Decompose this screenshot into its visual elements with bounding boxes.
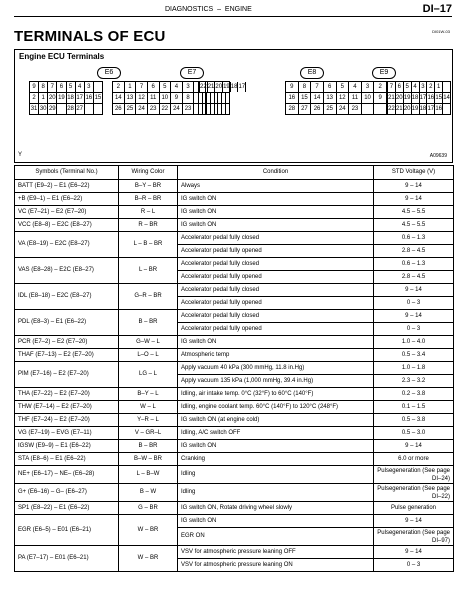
header-dash: – [217, 6, 222, 13]
condition-cell: Idling, engine coolant temp. 60°C (140°F) to 120°C (248°F) [178, 401, 374, 414]
pin-cell: 11 [148, 93, 160, 103]
pin-cell: 4 [76, 82, 85, 92]
voltage-cell: 2.3 – 3.2 [374, 375, 454, 388]
voltage-cell: Pulsegeneration (See page DI–22) [374, 484, 454, 502]
wiring-color-cell: G–R – BR [119, 284, 178, 310]
table-row [15, 206, 454, 219]
symbol-cell: VA (E8–19) – E2C (E8–27) [15, 232, 119, 258]
condition-cell: Accelerator pedal fully opened [178, 245, 374, 258]
wiring-color-cell: LG – L [119, 362, 178, 388]
pin-cell [443, 104, 450, 114]
condition-cell: Accelerator pedal fully opened [178, 297, 374, 310]
symbol-cell: STA (E8–6) – E1 (E6–22) [15, 453, 119, 466]
pin-cell: 26 [113, 104, 125, 114]
wiring-color-cell: L–O – L [119, 349, 178, 362]
table-row [15, 219, 454, 232]
connector-row [199, 82, 246, 92]
pin-cell: 17 [238, 84, 246, 90]
pin-cell: 25 [324, 104, 337, 114]
voltage-cell: 9 – 14 [374, 440, 454, 453]
voltage-cell: 9 – 14 [374, 310, 454, 323]
pin-cell: 30 [39, 106, 47, 112]
pin-cell: 17 [419, 95, 427, 101]
symbol-cell: VG (E7–19) – EVG (E7–11) [15, 427, 119, 440]
table-row [15, 427, 454, 440]
connector-row [113, 92, 205, 103]
voltage-cell: 0.6 – 1.3 [374, 232, 454, 245]
wiring-color-cell: W – BR [119, 546, 178, 572]
connector-row [30, 92, 102, 103]
symbol-cell: EGR (E6–5) – E01 (E6–21) [15, 515, 119, 546]
figure-code: A09639 [429, 153, 447, 159]
col-header-symbols: Symbols (Terminal No.) [15, 166, 119, 180]
header-subsection: ENGINE [224, 6, 252, 13]
table-row [15, 401, 454, 414]
condition-cell: IG switch ON [178, 515, 374, 528]
pin-cell: 21 [388, 95, 395, 101]
condition-cell: EGR ON [178, 528, 374, 546]
condition-cell: Always [178, 180, 374, 193]
connector-row [199, 103, 229, 114]
pin-cell: 26 [311, 104, 324, 114]
pin-cell: 19 [411, 106, 419, 112]
pin-cell: 3 [362, 82, 375, 92]
pin-cell: 20 [48, 95, 56, 101]
connector-block [112, 81, 206, 115]
connector-label-e7: E7 [180, 67, 204, 79]
pin-cell: 7 [136, 82, 148, 92]
wiring-color-cell: B – BR [119, 440, 178, 453]
pin-cell: 2 [378, 84, 382, 90]
voltage-cell: Pulse generation [374, 502, 454, 515]
condition-cell: Idling [178, 466, 374, 484]
wiring-color-cell: B–Y – BR [119, 180, 178, 193]
pin-cell: 20 [215, 84, 223, 90]
voltage-cell: 1.0 – 4.0 [374, 336, 454, 349]
table-row [15, 502, 454, 515]
table-row [15, 193, 454, 206]
pin-cell: 5 [67, 82, 76, 92]
pin-cell: 20 [403, 106, 411, 112]
pin-cell: 1 [125, 82, 137, 92]
pin-cell: 16 [85, 95, 93, 101]
pin-cell: 13 [324, 93, 337, 103]
voltage-cell: 1.0 – 1.8 [374, 362, 454, 375]
symbol-cell: THF (E7–24) – E2 (E7–20) [15, 414, 119, 427]
pin-cell: 17 [76, 95, 84, 101]
pin-cell: 13 [125, 93, 137, 103]
connector-label-e8: E8 [300, 67, 324, 79]
pin-cell [362, 104, 375, 114]
pin-cell [85, 104, 94, 114]
pin-cell: 24 [171, 104, 183, 114]
symbol-cell: VAS (E8–28) – E2C (E8–27) [15, 258, 119, 284]
symbol-cell: +B (E9–1) – E1 (E6–22) [15, 193, 119, 206]
pin-cell: 8 [183, 93, 195, 103]
pin-cell: 15 [94, 95, 102, 101]
pin-cell: 21 [207, 84, 215, 90]
pin-cell: 19 [403, 95, 411, 101]
table-row [15, 466, 454, 484]
wiring-color-cell: L – B–W [119, 466, 178, 484]
voltage-cell: 0.5 – 3.8 [374, 414, 454, 427]
condition-cell: VSV for atmospheric pressure leaning OFF [178, 546, 374, 559]
table-row [15, 546, 454, 559]
connector-row [113, 82, 205, 92]
pin-cell: 1 [435, 82, 443, 92]
pin-cell: 5 [337, 82, 350, 92]
voltage-cell: Pulsegeneration (See page DI–24) [374, 466, 454, 484]
pin-cell: 9 [286, 82, 299, 92]
pin-cell: 17 [427, 106, 435, 112]
pin-cell: 9 [171, 93, 183, 103]
pin-cell: 7 [48, 82, 57, 92]
table-row [15, 232, 454, 245]
symbol-cell: VC (E7–21) – E2 (E7–20) [15, 206, 119, 219]
pin-cell: 28 [286, 104, 299, 114]
wiring-color-cell: B–W – BR [119, 453, 178, 466]
table-row [15, 258, 454, 271]
wiring-color-cell: V – GR–L [119, 427, 178, 440]
voltage-cell: 0.5 – 3.4 [374, 349, 454, 362]
connector-row [113, 103, 205, 114]
pin-cell: 29 [48, 106, 56, 112]
voltage-cell: 0 – 3 [374, 323, 454, 336]
condition-cell: IG switch ON [178, 219, 374, 232]
voltage-cell: 0.6 – 1.3 [374, 258, 454, 271]
wiring-color-cell: Y–R – L [119, 414, 178, 427]
pin-cell: 11 [349, 93, 362, 103]
voltage-cell: 0.1 – 1.5 [374, 401, 454, 414]
connector-block [198, 81, 246, 115]
table-row [15, 284, 454, 297]
pin-cell: 22 [160, 104, 172, 114]
voltage-cell: 0 – 3 [374, 559, 454, 572]
pin-cell: 4 [349, 82, 362, 92]
pin-cell: 23 [148, 104, 160, 114]
col-header-std-voltage: STD Voltage (V) [374, 166, 454, 180]
voltage-cell: Pulsegeneration (See page DI–97) [374, 528, 454, 546]
symbol-cell: BATT (E9–2) – E1 (E6–22) [15, 180, 119, 193]
pin-cell: 31 [30, 106, 38, 112]
connector-row [286, 92, 386, 103]
pin-cell: 18 [419, 106, 427, 112]
pin-cell: 8 [299, 82, 312, 92]
condition-cell: Atmospheric temp [178, 349, 374, 362]
pin-cell [226, 104, 229, 114]
table-row [15, 515, 454, 528]
wiring-color-cell: R – BR [119, 219, 178, 232]
symbol-cell: THAF (E7–13) – E2 (E7–20) [15, 349, 119, 362]
pin-cell: 10 [362, 93, 375, 103]
condition-cell: IG switch ON [178, 336, 374, 349]
voltage-cell: 6.0 or more [374, 453, 454, 466]
pin-cell: 19 [223, 84, 230, 90]
pin-cell: 10 [160, 93, 172, 103]
condition-cell: VSV for atmospheric pressure leaning ON [178, 559, 374, 572]
symbol-cell: IGSW (E9–9) – E1 (E6–22) [15, 440, 119, 453]
pin-cell: 24 [136, 104, 148, 114]
pin-cell: 3 [420, 82, 428, 92]
connector-label-e6: E6 [97, 67, 121, 79]
table-row [15, 484, 454, 502]
table-row [15, 336, 454, 349]
wiring-color-cell: G–W – L [119, 336, 178, 349]
pin-cell: 5 [404, 82, 412, 92]
connector-row [388, 82, 450, 92]
pin-cell: 16 [286, 93, 299, 103]
pin-cell: 21 [395, 106, 403, 112]
voltage-cell: 4.5 – 5.5 [374, 219, 454, 232]
pin-cell: 14 [311, 93, 324, 103]
pin-cell: 2 [30, 93, 39, 103]
pin-cell: 27 [76, 106, 84, 112]
symbol-cell: VCC (E8–8) – E2C (E8–27) [15, 219, 119, 232]
header-code: DI01W-03 [432, 29, 450, 34]
connector-row [199, 92, 229, 103]
wiring-color-cell: B–R – BR [119, 193, 178, 206]
pin-cell: 14 [443, 95, 450, 101]
pin-cell: 23 [349, 104, 362, 114]
pin-cell: 5 [160, 82, 172, 92]
pin-cell: 3 [85, 82, 94, 92]
table-row [15, 414, 454, 427]
symbol-cell: G+ (E6–16) – G– (E6–27) [15, 484, 119, 502]
header-section-title: DIAGNOSTICS [165, 6, 214, 13]
pin-cell [374, 104, 386, 114]
page-number: DI–17 [422, 3, 452, 15]
condition-cell: IG switch ON [178, 440, 374, 453]
voltage-cell: 4.5 – 5.5 [374, 206, 454, 219]
condition-cell: Accelerator pedal fully closed [178, 310, 374, 323]
table-header-row [15, 166, 454, 180]
voltage-cell: 2.8 – 4.5 [374, 245, 454, 258]
voltage-cell: 2.8 – 4.5 [374, 271, 454, 284]
col-header-condition: Condition [178, 166, 374, 180]
symbol-cell: PDL (E8–3) – E1 (E6–22) [15, 310, 119, 336]
pin-cell: 12 [136, 93, 148, 103]
pin-cell: 14 [113, 93, 125, 103]
pin-cell: 15 [435, 95, 443, 101]
condition-cell: Accelerator pedal fully closed [178, 232, 374, 245]
connector-figure [14, 49, 453, 163]
pin-cell: 3 [183, 82, 195, 92]
wiring-color-cell: W – BR [119, 515, 178, 546]
condition-cell: IG switch ON [178, 193, 374, 206]
condition-cell: Accelerator pedal fully closed [178, 284, 374, 297]
pin-cell: 4 [412, 82, 420, 92]
pin-cell: 6 [396, 82, 404, 92]
wiring-color-cell: W – L [119, 401, 178, 414]
voltage-cell: 9 – 14 [374, 546, 454, 559]
condition-cell: Accelerator pedal fully closed [178, 258, 374, 271]
connector-row [286, 82, 386, 92]
connector-row [388, 103, 450, 114]
voltage-cell: 0 – 3 [374, 297, 454, 310]
connector-row [388, 92, 450, 103]
symbol-cell: THA (E7–22) – E2 (E7–20) [15, 388, 119, 401]
condition-cell: IG switch ON [178, 206, 374, 219]
pin-cell: 18 [67, 95, 74, 101]
wiring-color-cell: B – BR [119, 310, 178, 336]
symbol-cell: IDL (E8–18) – E2C (E8–27) [15, 284, 119, 310]
voltage-cell: 0.5 – 3.0 [374, 427, 454, 440]
pin-cell: 1 [39, 93, 48, 103]
pin-cell: 4 [171, 82, 183, 92]
pin-cell: 28 [67, 106, 74, 112]
condition-cell: Apply vacuum 135 kPa (1,000 mmHg, 39.4 in.Hg) [178, 375, 374, 388]
header-section [165, 6, 252, 13]
pin-cell: 7 [311, 82, 324, 92]
wiring-color-cell: L – B – BR [119, 232, 178, 258]
condition-cell: Idling, A/C switch OFF [178, 427, 374, 440]
wiring-color-cell: G – BR [119, 502, 178, 515]
pin-cell: 7 [388, 82, 396, 92]
connector-row [286, 103, 386, 114]
pin-cell: 12 [337, 93, 350, 103]
corner-letter: Y [18, 152, 23, 158]
pin-cell: 9 [378, 95, 382, 101]
table-row [15, 180, 454, 193]
pin-cell [94, 104, 102, 114]
pin-cell: 8 [39, 82, 48, 92]
connector-block [285, 81, 387, 115]
pin-cell: 24 [337, 104, 350, 114]
page-title: TERMINALS OF ECU [14, 28, 166, 45]
wiring-color-cell: B–Y – L [119, 388, 178, 401]
wiring-color-cell: L – BR [119, 258, 178, 284]
table-row [15, 440, 454, 453]
voltage-cell: 9 – 14 [374, 193, 454, 206]
voltage-cell: 0.2 – 3.8 [374, 388, 454, 401]
symbol-cell: PIM (E7–16) – E2 (E7–20) [15, 362, 119, 388]
pin-cell: 20 [395, 95, 403, 101]
pin-cell: 2 [427, 82, 435, 92]
condition-cell: Cranking [178, 453, 374, 466]
connector-caption: Engine ECU Terminals [19, 52, 105, 61]
pin-cell: 16 [427, 95, 435, 101]
table-row [15, 388, 454, 401]
pin-cell: 18 [230, 84, 238, 90]
pin-cell: 6 [57, 82, 66, 92]
voltage-cell: 9 – 14 [374, 284, 454, 297]
table-row [15, 310, 454, 323]
condition-cell: Apply vacuum 40 kPa (300 mmHg, 11.8 in.Hg) [178, 362, 374, 375]
pin-cell: 22 [388, 106, 395, 112]
connector-label-e9: E9 [372, 67, 396, 79]
wiring-color-cell: B – W [119, 484, 178, 502]
table-row [15, 453, 454, 466]
pin-cell [94, 82, 102, 92]
pin-cell [443, 82, 450, 92]
pin-cell: 6 [148, 82, 160, 92]
pin-cell: 23 [183, 104, 195, 114]
condition-cell: IG switch ON, Rotate driving wheel slowly [178, 502, 374, 515]
header-rule [14, 16, 452, 17]
connector-block [387, 81, 451, 115]
connector-row [30, 82, 102, 92]
pin-cell: 16 [435, 106, 443, 112]
col-header-wiring-color: Wiring Color [119, 166, 178, 180]
pin-cell: 15 [299, 93, 312, 103]
symbol-cell: THW (E7–14) – E2 (E7–20) [15, 401, 119, 414]
voltage-cell: 9 – 14 [374, 515, 454, 528]
condition-cell: Idling [178, 484, 374, 502]
symbol-cell: PA (E7–17) – E01 (E6–21) [15, 546, 119, 572]
pin-cell: 27 [299, 104, 312, 114]
condition-cell: Accelerator pedal fully opened [178, 271, 374, 284]
symbol-cell: NE+ (E6–17) – NE– (E6–28) [15, 466, 119, 484]
wiring-color-cell: R – L [119, 206, 178, 219]
pin-cell [226, 93, 229, 103]
pin-cell: 25 [125, 104, 137, 114]
condition-cell: IG switch ON (at engine cold) [178, 414, 374, 427]
pin-cell: 2 [113, 82, 125, 92]
symbol-cell: PCR (E7–2) – E2 (E7–20) [15, 336, 119, 349]
pin-cell: 19 [58, 95, 65, 101]
pin-cell: 9 [30, 82, 39, 92]
table-row [15, 349, 454, 362]
condition-cell: Accelerator pedal fully opened [178, 323, 374, 336]
pin-cell: 18 [411, 95, 419, 101]
connector-row [30, 103, 102, 114]
terminal-table [14, 165, 454, 572]
pin-cell: 6 [324, 82, 337, 92]
pin-cell [57, 104, 66, 114]
pin-cell: 22 [200, 84, 207, 90]
voltage-cell: 9 – 14 [374, 180, 454, 193]
connector-block [29, 81, 103, 115]
symbol-cell: SP1 (E8–22) – E1 (E6–22) [15, 502, 119, 515]
table-row [15, 362, 454, 375]
condition-cell: Idling, air intake temp. 0°C (32°F) to 60°C (140°F) [178, 388, 374, 401]
